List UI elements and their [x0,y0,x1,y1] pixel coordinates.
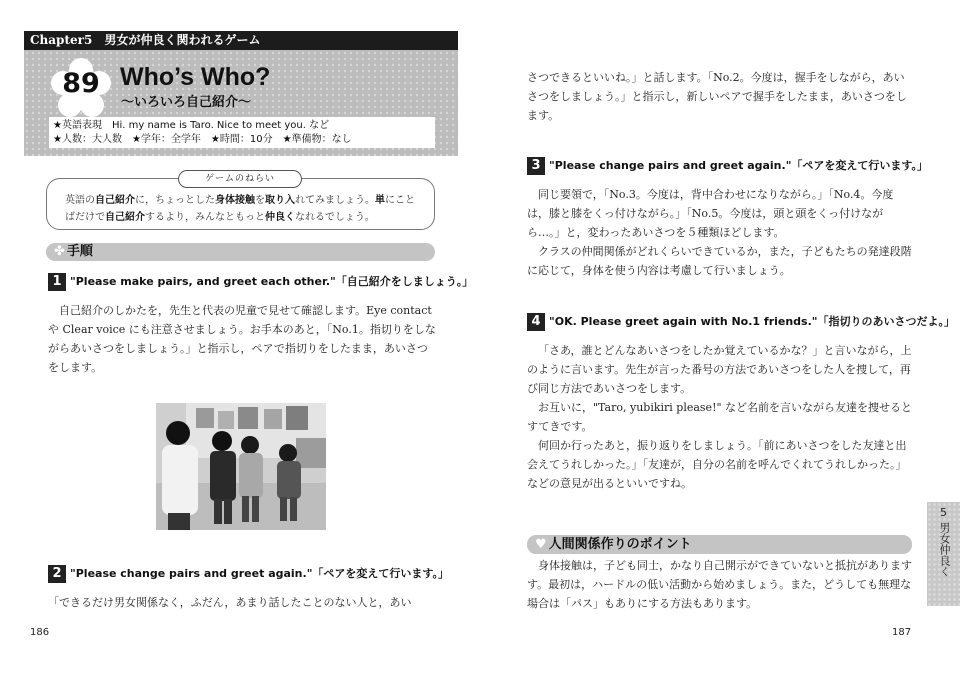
aim-keyword: 自己紹介 [105,212,145,223]
continued-text [527,68,915,125]
aim-text: にことばだけで [65,195,415,223]
step-2-text [48,593,448,612]
paragraph: 「さあ，誰とどんなあいさつをしたか覚えているかな？」と言いながら，上のように言います。先生が言った番号の方法であいさつをした人を捜して，再び同じ方法であいさつをします。 [527,344,912,395]
paragraph: 同じ要領で，「No.3。今度は，背中合わせになりながら。」「No.4。今度は，膝と膝をくっ付けながら。」「No.5。今度は，頭と頭をくっ付けながら…。」と，変わったあいさつを５種類ほどします。 [527,188,894,239]
heart-icon: ♥ [535,537,547,552]
step-number-badge: 2 [48,565,66,583]
step-english: "Please change pairs and greet again." [70,567,313,580]
info-line-details: ★人数：大人数 ★学年：全学年 ★時間：10分 ★準備物：なし [53,134,352,145]
side-tab-number: 5 [940,506,947,519]
activity-number: 89 [62,68,100,99]
aim-text: なれるでしょう。 [295,212,375,223]
aim-label: ゲームのねらい [178,170,302,188]
point-text [527,556,915,613]
step-number-badge: 3 [527,157,545,175]
aim-keyword: 取り入 [265,195,295,206]
paragraph: 何回か行ったあと，振り返りをしましょう。「前にあいさつをした友達と出会えてうれしかった。」「友達が，自分の名前を呼んでくれてうれしかった。」などの意見が出るといいですね。 [527,439,907,490]
point-heading [527,535,912,554]
paragraph: 「できるだけ男女関係なく，ふだん，あまり話したことのない人と，あい [48,596,412,609]
paragraph: 自己紹介のしかたを，先生と代表の児童で見せて確認します。Eye contact や Clear voice にも注意させましょう。お手本のあと，「No.1。指切りをしながらあいさつをしましょう。」と指示し，ペアで指切りをしたまま，あいさつをします。 [48,304,436,374]
chapter-bar [24,31,458,50]
page-number-right: 187 [892,627,912,638]
step-japanese: 「ペアを変えて行います。」 [791,159,929,172]
step-japanese: 「ペアを変えて行います。」 [312,567,450,580]
info-line-expression: ★英語表現 Hi. my name is Taro. Nice to meet you. など [53,120,330,131]
step-japanese: 「自己紹介をしましょう。」 [335,275,474,288]
aim-text: するより，みんなともっと [145,212,265,223]
step-4-text [527,341,915,493]
step-3-heading [527,157,928,175]
step-3-text [527,185,915,280]
aim-text: に，ちょっとした [135,195,215,206]
paragraph: 身体接触は，子ども同士，かなり自己開示ができていないと抵抗がありますす。最初は，ハードルの低い活動から始めましょう。また，どうしても無理な場合は「パス」もありにする方法もあります。 [527,559,912,610]
step-english: "Please make pairs, and greet each other." [70,275,336,288]
aim-keyword: 単 [375,195,385,206]
aim-text: 英語の [65,195,95,206]
aim-text: れてみましょう。 [295,195,375,206]
aim-text: を [255,195,265,206]
activity-title-block [24,50,458,156]
flower-bullet-icon: ✤ [54,244,65,259]
photo-illustration [156,403,326,530]
chapter-side-tab [927,502,960,606]
step-number-badge: 4 [527,313,545,331]
page-number-left: 186 [30,627,50,638]
aim-keyword: 仲良く [265,212,295,223]
activity-subtitle: ～いろいろ自己紹介～ [121,95,252,110]
chapter-title: 男女が仲良く関われるゲーム [104,33,261,47]
step-4-heading [527,313,955,331]
step-1-heading [48,273,473,291]
procedure-heading-text: 手順 [66,244,93,259]
step-english: "Please change pairs and greet again." [549,159,792,172]
point-heading-text: 人間関係作りのポイント [548,537,692,552]
aim-keyword: 身体接触 [215,195,255,206]
paragraph: クラスの仲間関係がどれくらいできているか，また，子どもたちの発達段階に応じて，身体を使う内容は考慮して行いましょう。 [527,245,912,277]
step-2-heading [48,565,449,583]
children-greeting-photo [156,403,326,530]
step-english: "OK. Please greet again with No.1 friends." [549,315,818,328]
side-tab-label: 男女仲良く [938,522,951,577]
paragraph: お互いに，"Taro, yubikiri please!" など名前を言いながら友達を捜せるとすてきです。 [527,401,913,433]
activity-info-box [49,117,435,148]
step-1-text [48,301,436,377]
activity-title: Who’s Who? [120,63,271,91]
aim-keyword: 自己紹介 [95,195,135,206]
procedure-heading [46,243,435,261]
step-japanese: 「指切りのあいさつだよ。」 [817,315,956,328]
step-number-badge: 1 [48,273,66,291]
chapter-label: Chapter5 [30,33,93,47]
paragraph: さつできるといいね。」と話します。「No.2。今度は，握手をしながら，あいさつをしましょう。」と指示し，新しいペアで握手をしたまま，あいさつをします。 [527,71,907,122]
